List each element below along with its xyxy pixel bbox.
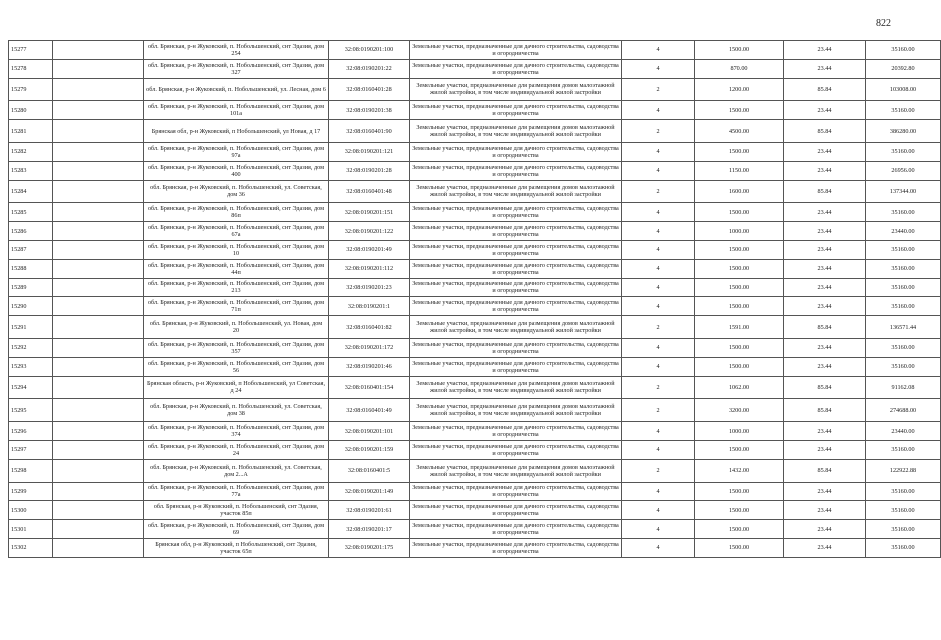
category-cell: 4 (622, 59, 695, 78)
land-use-cell: Земельные участки, предназначенные для дачного строительства, садоводства и огородничества (410, 501, 622, 520)
row-number-cell: 15277 (9, 41, 53, 60)
address-cell: обл. Брянская, р-н Жуковский, п. Нобольшенский, ул. Советская, дом 2...А (144, 459, 329, 482)
cadastral-value-cell: 386280.00 (866, 120, 941, 143)
empty-cell (53, 376, 144, 399)
rate-cell: 23.44 (784, 357, 866, 376)
empty-cell (53, 222, 144, 241)
table-row (9, 459, 941, 482)
row-number-cell: 15284 (9, 180, 53, 203)
row-number-cell: 15282 (9, 142, 53, 161)
cadastral-value-cell: 35160.00 (866, 240, 941, 259)
rate-cell: 23.44 (784, 440, 866, 459)
cadastral-value-cell: 35160.00 (866, 259, 941, 278)
table-row (9, 41, 941, 60)
address-cell: обл. Брянская, р-н Жуковский, п. Нобольшенский, снт Эдазия, дом 327 (144, 59, 329, 78)
area-cell: 1500.00 (695, 142, 784, 161)
cadastral-number-cell: 32:08:0190201:46 (329, 357, 410, 376)
row-number-cell: 15290 (9, 297, 53, 316)
rate-cell: 85.84 (784, 376, 866, 399)
cadastral-value-cell: 35160.00 (866, 357, 941, 376)
area-cell: 1500.00 (695, 259, 784, 278)
row-number-cell: 15289 (9, 278, 53, 297)
category-cell: 4 (622, 297, 695, 316)
category-cell: 2 (622, 459, 695, 482)
land-use-cell: Земельные участки, предназначенные для размещения домов малоэтажной жилой застройки, в том числе индивидуальной жилой застройки (410, 78, 622, 101)
area-cell: 1500.00 (695, 203, 784, 222)
rate-cell: 23.44 (784, 59, 866, 78)
row-number-cell: 15301 (9, 520, 53, 539)
address-cell: Брянская область, р-н Жуковский, п Нобольшенский, ул Советская, д 24 (144, 376, 329, 399)
address-cell: обл. Брянская, р-н Жуковский, п. Нобольшенский, снт Эдазия, дом 97а (144, 142, 329, 161)
empty-cell (53, 78, 144, 101)
category-cell: 4 (622, 259, 695, 278)
cadastral-value-cell: 35160.00 (866, 278, 941, 297)
cadastral-value-cell: 35160.00 (866, 538, 941, 557)
category-cell: 4 (622, 338, 695, 357)
category-cell: 4 (622, 501, 695, 520)
rate-cell: 23.44 (784, 259, 866, 278)
rate-cell: 23.44 (784, 101, 866, 120)
address-cell: Брянская обл, р-н Жуковский, п Нобольшенский, снт Эдазия, участок 65п (144, 538, 329, 557)
area-cell: 1600.00 (695, 180, 784, 203)
table-row (9, 59, 941, 78)
address-cell: обл. Брянская, р-н Жуковский, п. Нобольшенский, снт Эдазия, дом 254 (144, 41, 329, 60)
category-cell: 2 (622, 376, 695, 399)
rate-cell: 85.84 (784, 120, 866, 143)
empty-cell (53, 482, 144, 501)
area-cell: 870.00 (695, 59, 784, 78)
table-row (9, 222, 941, 241)
category-cell: 2 (622, 78, 695, 101)
address-cell: Брянская обл, р-н Жуковский, п Нобольшенский, ул Новая, д 17 (144, 120, 329, 143)
category-cell: 4 (622, 482, 695, 501)
address-cell: обл. Брянская, р-н Жуковский, п. Нобольшенский, снт Эдазия, дом 77а (144, 482, 329, 501)
cadastral-value-cell: 35160.00 (866, 501, 941, 520)
row-number-cell: 15287 (9, 240, 53, 259)
category-cell: 2 (622, 399, 695, 422)
address-cell: обл. Брянская, р-н Жуковский, п. Нобольшенский, снт Эдазия, дом 400 (144, 161, 329, 180)
row-number-cell: 15295 (9, 399, 53, 422)
cadastral-value-cell: 26956.00 (866, 161, 941, 180)
cadastral-value-cell: 35160.00 (866, 482, 941, 501)
empty-cell (53, 41, 144, 60)
area-cell: 1500.00 (695, 101, 784, 120)
land-use-cell: Земельные участки, предназначенные для дачного строительства, садоводства и огородничества (410, 222, 622, 241)
cadastral-number-cell: 32:08:0190201:23 (329, 278, 410, 297)
table-row (9, 538, 941, 557)
table-row (9, 482, 941, 501)
address-cell: обл. Брянская, р-н Жуковский, п. Нобольшенский, ул. Советская, дом 38 (144, 399, 329, 422)
category-cell: 4 (622, 203, 695, 222)
row-number-cell: 15286 (9, 222, 53, 241)
category-cell: 4 (622, 161, 695, 180)
land-use-cell: Земельные участки, предназначенные для дачного строительства, садоводства и огородничества (410, 520, 622, 539)
land-use-cell: Земельные участки, предназначенные для дачного строительства, садоводства и огородничества (410, 278, 622, 297)
row-number-cell: 15300 (9, 501, 53, 520)
area-cell: 1500.00 (695, 357, 784, 376)
cadastral-number-cell: 32:08:0190201:49 (329, 240, 410, 259)
cadastral-value-cell: 35160.00 (866, 440, 941, 459)
land-use-cell: Земельные участки, предназначенные для дачного строительства, садоводства и огородничества (410, 203, 622, 222)
land-use-cell: Земельные участки, предназначенные для размещения домов малоэтажной жилой застройки, в том числе индивидуальной жилой застройки (410, 459, 622, 482)
empty-cell (53, 120, 144, 143)
land-use-cell: Земельные участки, предназначенные для дачного строительства, садоводства и огородничества (410, 59, 622, 78)
address-cell: обл. Брянская, р-н Жуковский, п. Нобольшенский, снт Эдазия, дом 44п (144, 259, 329, 278)
land-use-cell: Земельные участки, предназначенные для дачного строительства, садоводства и огородничества (410, 422, 622, 441)
cadastral-number-cell: 32:08:0160401:154 (329, 376, 410, 399)
category-cell: 4 (622, 538, 695, 557)
cadastral-number-cell: 32:08:0160401:5 (329, 459, 410, 482)
category-cell: 4 (622, 101, 695, 120)
empty-cell (53, 259, 144, 278)
address-cell: обл. Брянская, р-н Жуковский, п. Нобольшенский, снт Эдазия, дом 67а (144, 222, 329, 241)
table-row (9, 78, 941, 101)
area-cell: 1000.00 (695, 422, 784, 441)
cadastral-number-cell: 32:08:0190201:61 (329, 501, 410, 520)
cadastral-number-cell: 32:08:0190201:151 (329, 203, 410, 222)
table-row (9, 142, 941, 161)
rate-cell: 85.84 (784, 459, 866, 482)
empty-cell (53, 520, 144, 539)
area-cell: 1500.00 (695, 297, 784, 316)
cadastral-value-cell: 35160.00 (866, 142, 941, 161)
category-cell: 4 (622, 222, 695, 241)
area-cell: 1000.00 (695, 222, 784, 241)
cadastral-number-cell: 32:08:0160401:90 (329, 120, 410, 143)
rate-cell: 23.44 (784, 338, 866, 357)
table-row (9, 440, 941, 459)
rate-cell: 23.44 (784, 161, 866, 180)
land-use-cell: Земельные участки, предназначенные для дачного строительства, садоводства и огородничества (410, 161, 622, 180)
address-cell: обл. Брянская, р-н Жуковский, п. Нобольшенский, снт Эдазия, дом 69 (144, 520, 329, 539)
row-number-cell: 15291 (9, 316, 53, 339)
category-cell: 2 (622, 120, 695, 143)
cadastral-number-cell: 32:08:0190201:101 (329, 422, 410, 441)
category-cell: 2 (622, 316, 695, 339)
land-use-cell: Земельные участки, предназначенные для дачного строительства, садоводства и огородничества (410, 259, 622, 278)
area-cell: 1500.00 (695, 482, 784, 501)
area-cell: 1150.00 (695, 161, 784, 180)
table-row (9, 101, 941, 120)
empty-cell (53, 180, 144, 203)
land-use-cell: Земельные участки, предназначенные для дачного строительства, садоводства и огородничества (410, 240, 622, 259)
cadastral-number-cell: 32:08:0190201:122 (329, 222, 410, 241)
row-number-cell: 15292 (9, 338, 53, 357)
land-use-cell: Земельные участки, предназначенные для дачного строительства, садоводства и огородничества (410, 297, 622, 316)
address-cell: обл. Брянская, р-н Жуковский, п. Нобольшенский, снт Эдазия, дом 24 (144, 440, 329, 459)
address-cell: обл. Брянская, р-н Жуковский, п. Нобольшенский, снт Эдазия, дом 213 (144, 278, 329, 297)
cadastral-value-cell: 20392.80 (866, 59, 941, 78)
cadastral-value-cell: 23440.00 (866, 422, 941, 441)
table-row (9, 203, 941, 222)
row-number-cell: 15279 (9, 78, 53, 101)
area-cell: 1062.00 (695, 376, 784, 399)
table-row (9, 376, 941, 399)
table-row (9, 259, 941, 278)
rate-cell: 85.84 (784, 399, 866, 422)
address-cell: обл. Брянская, р-н Жуковский, п. Нобольшенский, снт Эдазия, дом 357 (144, 338, 329, 357)
category-cell: 4 (622, 41, 695, 60)
cadastral-value-cell: 103008.00 (866, 78, 941, 101)
cadastral-number-cell: 32:08:0190201:172 (329, 338, 410, 357)
cadastral-number-cell: 32:08:0190201:28 (329, 161, 410, 180)
cadastral-value-cell: 23440.00 (866, 222, 941, 241)
row-number-cell: 15278 (9, 59, 53, 78)
table-row (9, 399, 941, 422)
table-row (9, 297, 941, 316)
land-use-cell: Земельные участки, предназначенные для размещения домов малоэтажной жилой застройки, в том числе индивидуальной жилой застройки (410, 316, 622, 339)
table-row (9, 278, 941, 297)
cadastral-number-cell: 32:08:0190201:149 (329, 482, 410, 501)
category-cell: 4 (622, 142, 695, 161)
land-use-cell: Земельные участки, предназначенные для дачного строительства, садоводства и огородничества (410, 338, 622, 357)
table-row (9, 338, 941, 357)
cadastral-number-cell: 32:08:0160401:48 (329, 180, 410, 203)
empty-cell (53, 240, 144, 259)
land-use-cell: Земельные участки, предназначенные для дачного строительства, садоводства и огородничества (410, 101, 622, 120)
empty-cell (53, 101, 144, 120)
cadastral-value-cell: 35160.00 (866, 520, 941, 539)
category-cell: 4 (622, 240, 695, 259)
land-use-cell: Земельные участки, предназначенные для дачного строительства, садоводства и огородничества (410, 440, 622, 459)
cadastral-number-cell: 32:08:0190201:38 (329, 101, 410, 120)
cadastral-value-cell: 35160.00 (866, 101, 941, 120)
rate-cell: 23.44 (784, 482, 866, 501)
cadastral-value-cell: 35160.00 (866, 203, 941, 222)
row-number-cell: 15288 (9, 259, 53, 278)
empty-cell (53, 297, 144, 316)
area-cell: 1500.00 (695, 338, 784, 357)
land-use-cell: Земельные участки, предназначенные для размещения домов малоэтажной жилой застройки, в том числе индивидуальной жилой застройки (410, 399, 622, 422)
table-row (9, 240, 941, 259)
row-number-cell: 15297 (9, 440, 53, 459)
area-cell: 4500.00 (695, 120, 784, 143)
land-use-cell: Земельные участки, предназначенные для дачного строительства, садоводства и огородничества (410, 482, 622, 501)
cadastral-value-cell: 274688.00 (866, 399, 941, 422)
table-row (9, 161, 941, 180)
cadastral-value-cell: 35160.00 (866, 41, 941, 60)
row-number-cell: 15280 (9, 101, 53, 120)
area-cell: 1200.00 (695, 78, 784, 101)
rate-cell: 23.44 (784, 222, 866, 241)
land-use-cell: Земельные участки, предназначенные для дачного строительства, садоводства и огородничества (410, 357, 622, 376)
address-cell: обл. Брянская, р-н Жуковский, п. Нобольшенский, снт Эдазия, участок 85п (144, 501, 329, 520)
category-cell: 4 (622, 357, 695, 376)
area-cell: 1500.00 (695, 41, 784, 60)
cadastral-number-cell: 32:08:0190201:112 (329, 259, 410, 278)
area-cell: 1500.00 (695, 440, 784, 459)
address-cell: обл. Брянская, р-н Жуковский, п. Нобольшенский, снт Эдазия, дом 56 (144, 357, 329, 376)
empty-cell (53, 399, 144, 422)
rate-cell: 23.44 (784, 520, 866, 539)
empty-cell (53, 357, 144, 376)
table-row (9, 357, 941, 376)
row-number-cell: 15299 (9, 482, 53, 501)
empty-cell (53, 459, 144, 482)
cadastral-number-cell: 32:08:0160401:82 (329, 316, 410, 339)
rate-cell: 85.84 (784, 78, 866, 101)
rate-cell: 85.84 (784, 316, 866, 339)
area-cell: 1500.00 (695, 278, 784, 297)
table-row (9, 520, 941, 539)
category-cell: 4 (622, 278, 695, 297)
cadastral-value-cell: 35160.00 (866, 297, 941, 316)
cadastral-number-cell: 32:08:0190201:175 (329, 538, 410, 557)
cadastral-value-cell: 122922.88 (866, 459, 941, 482)
rate-cell: 23.44 (784, 538, 866, 557)
area-cell: 1591.00 (695, 316, 784, 339)
row-number-cell: 15285 (9, 203, 53, 222)
cadastral-number-cell: 32:08:0190201:100 (329, 41, 410, 60)
area-cell: 1432.00 (695, 459, 784, 482)
empty-cell (53, 278, 144, 297)
rate-cell: 23.44 (784, 297, 866, 316)
rate-cell: 23.44 (784, 278, 866, 297)
empty-cell (53, 538, 144, 557)
area-cell: 3200.00 (695, 399, 784, 422)
address-cell: обл. Брянская, р-н Жуковский, п. Нобольшенский, снт Эдазия, дом 101а (144, 101, 329, 120)
empty-cell (53, 440, 144, 459)
address-cell: обл. Брянская, р-н Жуковский, п. Нобольшенский, снт Эдазия, дом 86п (144, 203, 329, 222)
cadastral-number-cell: 32:08:0190201:1 (329, 297, 410, 316)
table-row (9, 180, 941, 203)
rate-cell: 23.44 (784, 142, 866, 161)
table-row (9, 120, 941, 143)
land-use-cell: Земельные участки, предназначенные для размещения домов малоэтажной жилой застройки, в том числе индивидуальной жилой застройки (410, 376, 622, 399)
table-row (9, 422, 941, 441)
address-cell: обл. Брянская, р-н Жуковский, п. Нобольшенский, ул. Новая, дом 20 (144, 316, 329, 339)
address-cell: обл. Брянская, р-н Жуковский, п. Нобольшенский, снт Эдазия, дом 71п (144, 297, 329, 316)
table-row (9, 316, 941, 339)
category-cell: 4 (622, 520, 695, 539)
empty-cell (53, 203, 144, 222)
cadastral-value-cell: 35160.00 (866, 338, 941, 357)
area-cell: 1500.00 (695, 501, 784, 520)
row-number-cell: 15293 (9, 357, 53, 376)
address-cell: обл. Брянская, р-н Жуковский, п. Нобольшенский, снт Эдазия, дом 10 (144, 240, 329, 259)
land-use-cell: Земельные участки, предназначенные для дачного строительства, садоводства и огородничества (410, 142, 622, 161)
cadastral-value-cell: 136571.44 (866, 316, 941, 339)
empty-cell (53, 338, 144, 357)
cadastral-number-cell: 32:08:0190201:22 (329, 59, 410, 78)
rate-cell: 23.44 (784, 203, 866, 222)
rate-cell: 23.44 (784, 422, 866, 441)
address-cell: обл. Брянская, р-н Жуковский, п. Нобольшенский, ул. Советская, дом 36 (144, 180, 329, 203)
category-cell: 4 (622, 440, 695, 459)
row-number-cell: 15296 (9, 422, 53, 441)
land-use-cell: Земельные участки, предназначенные для размещения домов малоэтажной жилой застройки, в том числе индивидуальной жилой застройки (410, 180, 622, 203)
cadastral-number-cell: 32:08:0190201:17 (329, 520, 410, 539)
land-use-cell: Земельные участки, предназначенные для дачного строительства, садоводства и огородничества (410, 41, 622, 60)
empty-cell (53, 422, 144, 441)
rate-cell: 23.44 (784, 501, 866, 520)
row-number-cell: 15302 (9, 538, 53, 557)
page-number: 822 (876, 18, 891, 29)
rate-cell: 85.84 (784, 180, 866, 203)
cadastral-number-cell: 32:08:0190201:159 (329, 440, 410, 459)
empty-cell (53, 59, 144, 78)
cadastral-value-cell: 91162.08 (866, 376, 941, 399)
cadastral-number-cell: 32:08:0190201:121 (329, 142, 410, 161)
row-number-cell: 15298 (9, 459, 53, 482)
cadastral-number-cell: 32:08:0160401:49 (329, 399, 410, 422)
row-number-cell: 15281 (9, 120, 53, 143)
row-number-cell: 15283 (9, 161, 53, 180)
category-cell: 4 (622, 422, 695, 441)
category-cell: 2 (622, 180, 695, 203)
area-cell: 1500.00 (695, 240, 784, 259)
empty-cell (53, 142, 144, 161)
address-cell: обл. Брянская, р-н Жуковский, п. Нобольшенский, снт Эдазия, дом 374 (144, 422, 329, 441)
table-body (9, 41, 941, 558)
area-cell: 1500.00 (695, 538, 784, 557)
cadastral-number-cell: 32:08:0160401:28 (329, 78, 410, 101)
empty-cell (53, 316, 144, 339)
area-cell: 1500.00 (695, 520, 784, 539)
empty-cell (53, 501, 144, 520)
rate-cell: 23.44 (784, 41, 866, 60)
row-number-cell: 15294 (9, 376, 53, 399)
cadastral-value-cell: 137344.00 (866, 180, 941, 203)
land-use-cell: Земельные участки, предназначенные для дачного строительства, садоводства и огородничества (410, 538, 622, 557)
address-cell: обл. Брянская, р-н Жуковский, п. Нобольшенский, ул. Лесная, дом 6 (144, 78, 329, 101)
empty-cell (53, 161, 144, 180)
rate-cell: 23.44 (784, 240, 866, 259)
land-registry-table (8, 40, 941, 558)
table-row (9, 501, 941, 520)
land-use-cell: Земельные участки, предназначенные для размещения домов малоэтажной жилой застройки, в том числе индивидуальной жилой застройки (410, 120, 622, 143)
